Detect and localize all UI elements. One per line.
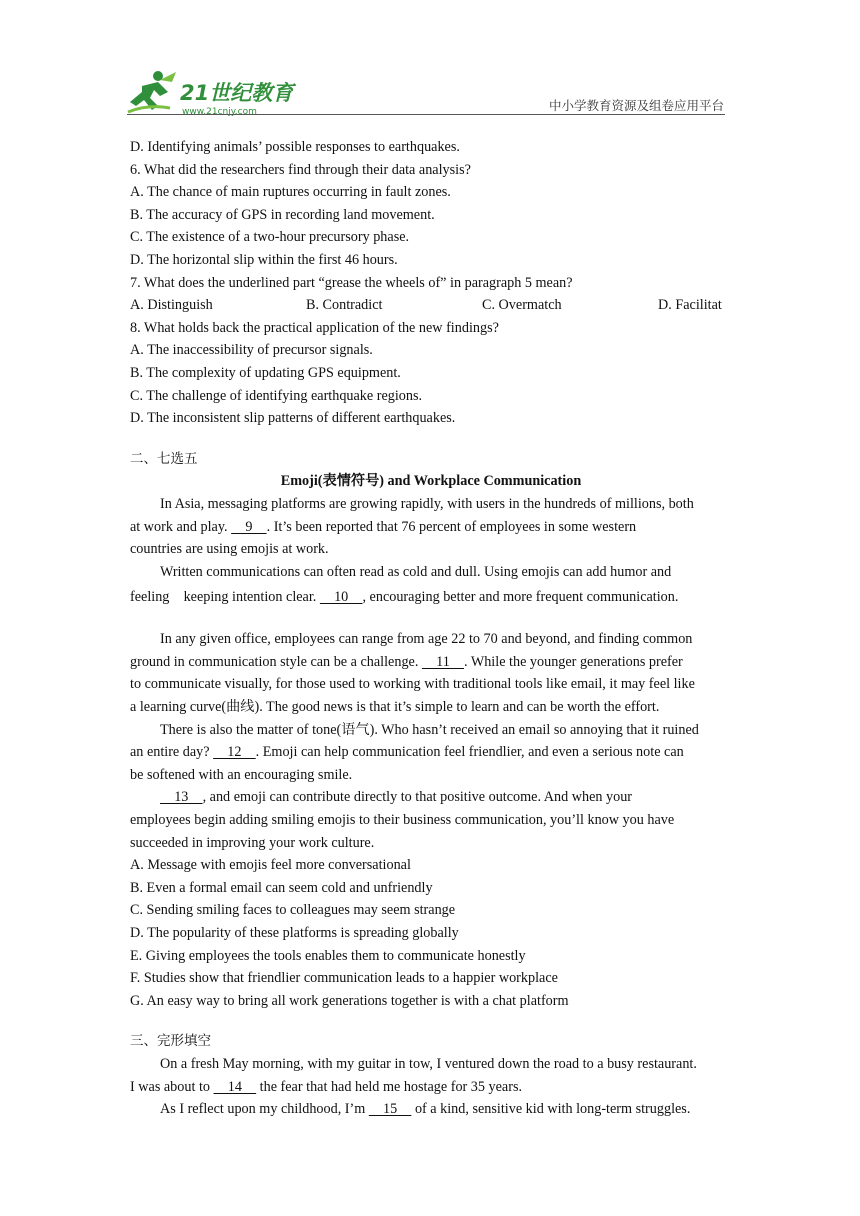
cloze-p1-line1: On a fresh May morning, with my guitar in tow, I ventured down the road to a busy restaurant. bbox=[160, 1055, 697, 1072]
logo-text: 21世纪教育 bbox=[180, 81, 294, 105]
p1-line3: countries are using emojis at work. bbox=[130, 541, 329, 558]
text: of a kind, sensitive kid with long-term struggles. bbox=[411, 1101, 691, 1118]
p4-line1: There is also the matter of tone(语气). Who hasn’t received an email so annoying that it ruined bbox=[160, 721, 699, 738]
q8-option-a: A. The inaccessibility of precursor signals. bbox=[130, 342, 373, 359]
q8-option-d: D. The inconsistent slip patterns of different earthquakes. bbox=[130, 410, 456, 427]
text: . While the younger generations prefer bbox=[463, 653, 683, 670]
q7-option-b: B. Contradict bbox=[306, 297, 383, 314]
option-d: D. The popularity of these platforms is spreading globally bbox=[130, 925, 459, 941]
blank-9: 9 bbox=[231, 518, 267, 535]
blank-11: 11 bbox=[421, 653, 464, 670]
text: ground in communication style can be a challenge. bbox=[130, 653, 422, 670]
option-f: F. Studies show that friendlier communication leads to a happier workplace bbox=[130, 970, 558, 987]
q6-option-c: C. The existence of a two-hour precursory phase. bbox=[130, 229, 410, 246]
p2-line2 bbox=[130, 583, 732, 611]
blank-10: 10 bbox=[319, 589, 363, 606]
site-logo bbox=[124, 68, 304, 118]
q7-option-d: D. Facilitat bbox=[658, 297, 722, 314]
q7-options bbox=[130, 294, 732, 317]
option-e: E. Giving employees the tools enables them to communicate honestly bbox=[130, 947, 526, 964]
text: . It’s been reported that 76 percent of employees in some western bbox=[266, 518, 637, 535]
blank-13: 13 bbox=[160, 789, 203, 806]
p5-line1 bbox=[130, 786, 732, 809]
text: at work and play. bbox=[130, 518, 232, 535]
blank-12: 12 bbox=[213, 744, 256, 761]
p3-line1: In any given office, employees can range from age 22 to 70 and beyond, and finding common bbox=[160, 631, 693, 648]
q6-option-d: D. The horizontal slip within the first 46 hours. bbox=[130, 251, 398, 268]
q6-option-b: B. The accuracy of GPS in recording land movement. bbox=[130, 206, 435, 223]
p1-line2 bbox=[130, 516, 732, 539]
q8-stem: 8. What holds back the practical application of the new findings? bbox=[130, 319, 499, 336]
q5-option-d: D. Identifying animals’ possible responses to earthquakes. bbox=[130, 139, 460, 155]
p3-line2 bbox=[130, 651, 732, 674]
text: . Emoji can help communication feel friendlier, and even a serious note can bbox=[255, 744, 684, 761]
blank-14: 14 bbox=[213, 1078, 257, 1095]
q8-option-c: C. The challenge of identifying earthquake regions. bbox=[130, 387, 423, 404]
p3-line3: to communicate visually, for those used to working with traditional tools like email, it may feel like bbox=[130, 676, 695, 693]
runner-icon bbox=[128, 71, 176, 112]
q7-stem: 7. What does the underlined part “grease the wheels of” in paragraph 5 mean? bbox=[130, 274, 573, 291]
section-heading-seven: 二、七选五 bbox=[130, 450, 198, 467]
option-g: G. An easy way to bring all work generations together is with a chat platform bbox=[130, 992, 569, 1009]
header-divider bbox=[127, 114, 725, 115]
option-a: A. Message with emojis feel more conversational bbox=[130, 857, 411, 874]
p1-line1: In Asia, messaging platforms are growing rapidly, with users in the hundreds of millions, both bbox=[160, 495, 694, 512]
blank-15: 15 bbox=[368, 1101, 412, 1118]
cloze-p1-line2 bbox=[130, 1076, 732, 1099]
p4-line2 bbox=[130, 741, 732, 764]
q7-option-a: A. Distinguish bbox=[130, 297, 213, 314]
p5-line2: employees begin adding smiling emojis to their business communication, you’ll know you have bbox=[130, 812, 675, 829]
text: I was about to bbox=[130, 1078, 214, 1095]
q6-option-a: A. The chance of main ruptures occurring in fault zones. bbox=[130, 184, 451, 201]
option-b: B. Even a formal email can seem cold and unfriendly bbox=[130, 879, 433, 896]
passage-title: Emoji(表情符号) and Workplace Communication bbox=[280, 473, 582, 490]
option-c: C. Sending smiling faces to colleagues may seem strange bbox=[130, 902, 456, 919]
page-header bbox=[0, 0, 860, 120]
logo-url: www.21cnjy.com bbox=[182, 107, 257, 117]
p5-line3: succeeded in improving your work culture. bbox=[130, 834, 375, 851]
q6-stem: 6. What did the researchers find through their data analysis? bbox=[130, 161, 471, 178]
text: As I reflect upon my childhood, I’m bbox=[160, 1101, 369, 1118]
text: feeling keeping intention clear. bbox=[130, 589, 320, 606]
q7-option-c: C. Overmatch bbox=[482, 297, 562, 314]
text: , encouraging better and more frequent communication. bbox=[362, 589, 679, 606]
p3-line4: a learning curve(曲线). The good news is that it’s simple to learn and can be worth the effort. bbox=[130, 699, 660, 716]
section-heading-cloze: 三、完形填空 bbox=[130, 1033, 211, 1050]
platform-name: 中小学教育资源及组卷应用平台 bbox=[548, 98, 724, 113]
text: , and emoji can contribute directly to that positive outcome. And when your bbox=[202, 789, 633, 806]
q8-option-b: B. The complexity of updating GPS equipment. bbox=[130, 364, 401, 381]
text: an entire day? bbox=[130, 744, 214, 761]
cloze-p2-line1 bbox=[130, 1098, 732, 1121]
p2-line1: Written communications can often read as cold and dull. Using emojis can add humor and bbox=[160, 563, 672, 580]
text: the fear that had held me hostage for 35 years. bbox=[256, 1078, 523, 1095]
page-content bbox=[130, 136, 732, 1121]
p4-line3: be softened with an encouraging smile. bbox=[130, 766, 353, 783]
